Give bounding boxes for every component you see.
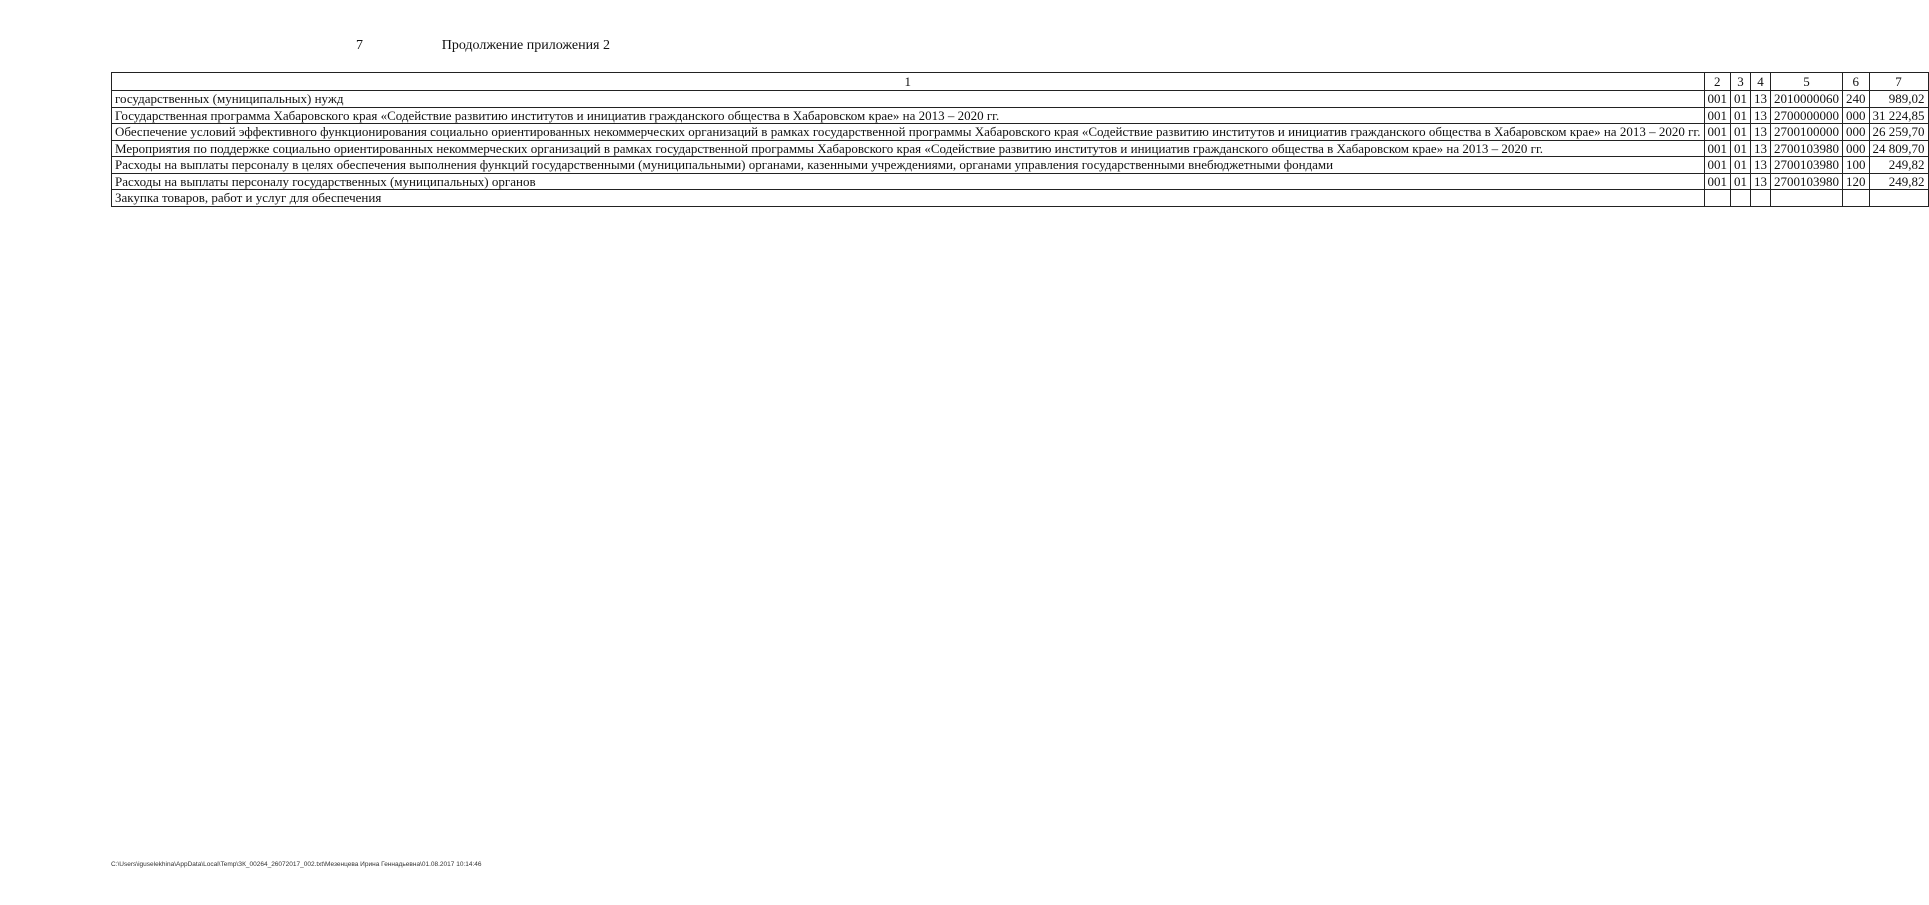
amount: 24 809,70	[1869, 140, 1928, 157]
code-subsection: 13	[1751, 91, 1771, 108]
code-section: 01	[1731, 91, 1751, 108]
file-path-footer: C:\Users\iguselekhina\AppData\Local\Temp\ЗК_00264_26072017_002.txt\Мезенцева Ирина Геннадьевна\01.08.2017 10:14:46	[111, 861, 482, 868]
budget-table	[111, 72, 1929, 207]
item-name: Мероприятия по поддержке социально ориентированных некоммерческих организаций в рамках государственной программы Хабаровского края «Содействие развитию институтов и инициатив гражданского общества в Хабаровском крае» на 2013 – 2020 гг.	[112, 140, 1705, 157]
item-name: Расходы на выплаты персоналу государственных (муниципальных) органов	[112, 173, 1705, 190]
code-ministry: 001	[1704, 173, 1731, 190]
page-number: 7	[356, 38, 363, 53]
code-ministry	[1704, 190, 1731, 207]
code-section: 01	[1731, 173, 1751, 190]
table-row	[112, 140, 1929, 157]
code-expense-type: 240	[1843, 91, 1870, 108]
code-expense-type: 000	[1843, 107, 1870, 124]
code-section: 01	[1731, 140, 1751, 157]
amount	[1869, 190, 1928, 207]
column-header: 5	[1771, 73, 1843, 91]
code-expense-type: 000	[1843, 140, 1870, 157]
item-name: Обеспечение условий эффективного функционирования социально ориентированных некоммерческих организаций в рамках государственной программы Хабаровского края «Содействие развитию институтов и инициатив гражданского общества в Хабаровском крае» на 2013 – 2020 гг.	[112, 124, 1705, 141]
code-section: 01	[1731, 157, 1751, 174]
code-subsection: 13	[1751, 173, 1771, 190]
code-target-article: 2700103980	[1771, 157, 1843, 174]
amount: 26 259,70	[1869, 124, 1928, 141]
item-name: Закупка товаров, работ и услуг для обеспечения	[112, 190, 1705, 207]
table-row	[112, 107, 1929, 124]
column-header: 2	[1704, 73, 1731, 91]
code-expense-type	[1843, 190, 1870, 207]
code-subsection: 13	[1751, 157, 1771, 174]
code-target-article: 2700100000	[1771, 124, 1843, 141]
code-ministry: 001	[1704, 91, 1731, 108]
code-target-article: 2700000000	[1771, 107, 1843, 124]
column-header: 4	[1751, 73, 1771, 91]
table-header-row	[112, 73, 1929, 91]
column-header: 7	[1869, 73, 1928, 91]
table-row	[112, 91, 1929, 108]
code-ministry: 001	[1704, 124, 1731, 141]
appendix-label: Продолжение приложения 2	[441, 38, 610, 53]
code-expense-type: 000	[1843, 124, 1870, 141]
table-row	[112, 157, 1929, 174]
amount: 989,02	[1869, 91, 1928, 108]
code-ministry: 001	[1704, 140, 1731, 157]
code-section: 01	[1731, 124, 1751, 141]
item-name: государственных (муниципальных) нужд	[112, 91, 1705, 108]
code-target-article: 2700103980	[1771, 140, 1843, 157]
code-subsection: 13	[1751, 107, 1771, 124]
code-expense-type: 120	[1843, 173, 1870, 190]
code-ministry: 001	[1704, 157, 1731, 174]
code-section: 01	[1731, 107, 1751, 124]
amount: 249,82	[1869, 157, 1928, 174]
table-row	[112, 124, 1929, 141]
item-name: Государственная программа Хабаровского края «Содействие развитию институтов и инициатив гражданского общества в Хабаровском крае» на 2013 – 2020 гг.	[112, 107, 1705, 124]
code-target-article	[1771, 190, 1843, 207]
code-target-article: 2700103980	[1771, 173, 1843, 190]
code-target-article: 2010000060	[1771, 91, 1843, 108]
item-name: Расходы на выплаты персоналу в целях обеспечения выполнения функций государственными (муниципальными) органами, казенными учреждениями, органами управления государственными внебюджетными фондами	[112, 157, 1705, 174]
code-subsection: 13	[1751, 124, 1771, 141]
column-header: 3	[1731, 73, 1751, 91]
code-section	[1731, 190, 1751, 207]
amount: 249,82	[1869, 173, 1928, 190]
table-row	[112, 173, 1929, 190]
column-header: 1	[112, 73, 1705, 91]
code-subsection	[1751, 190, 1771, 207]
amount: 31 224,85	[1869, 107, 1928, 124]
code-expense-type: 100	[1843, 157, 1870, 174]
code-ministry: 001	[1704, 107, 1731, 124]
table-row	[112, 190, 1929, 207]
code-subsection: 13	[1751, 140, 1771, 157]
column-header: 6	[1843, 73, 1870, 91]
